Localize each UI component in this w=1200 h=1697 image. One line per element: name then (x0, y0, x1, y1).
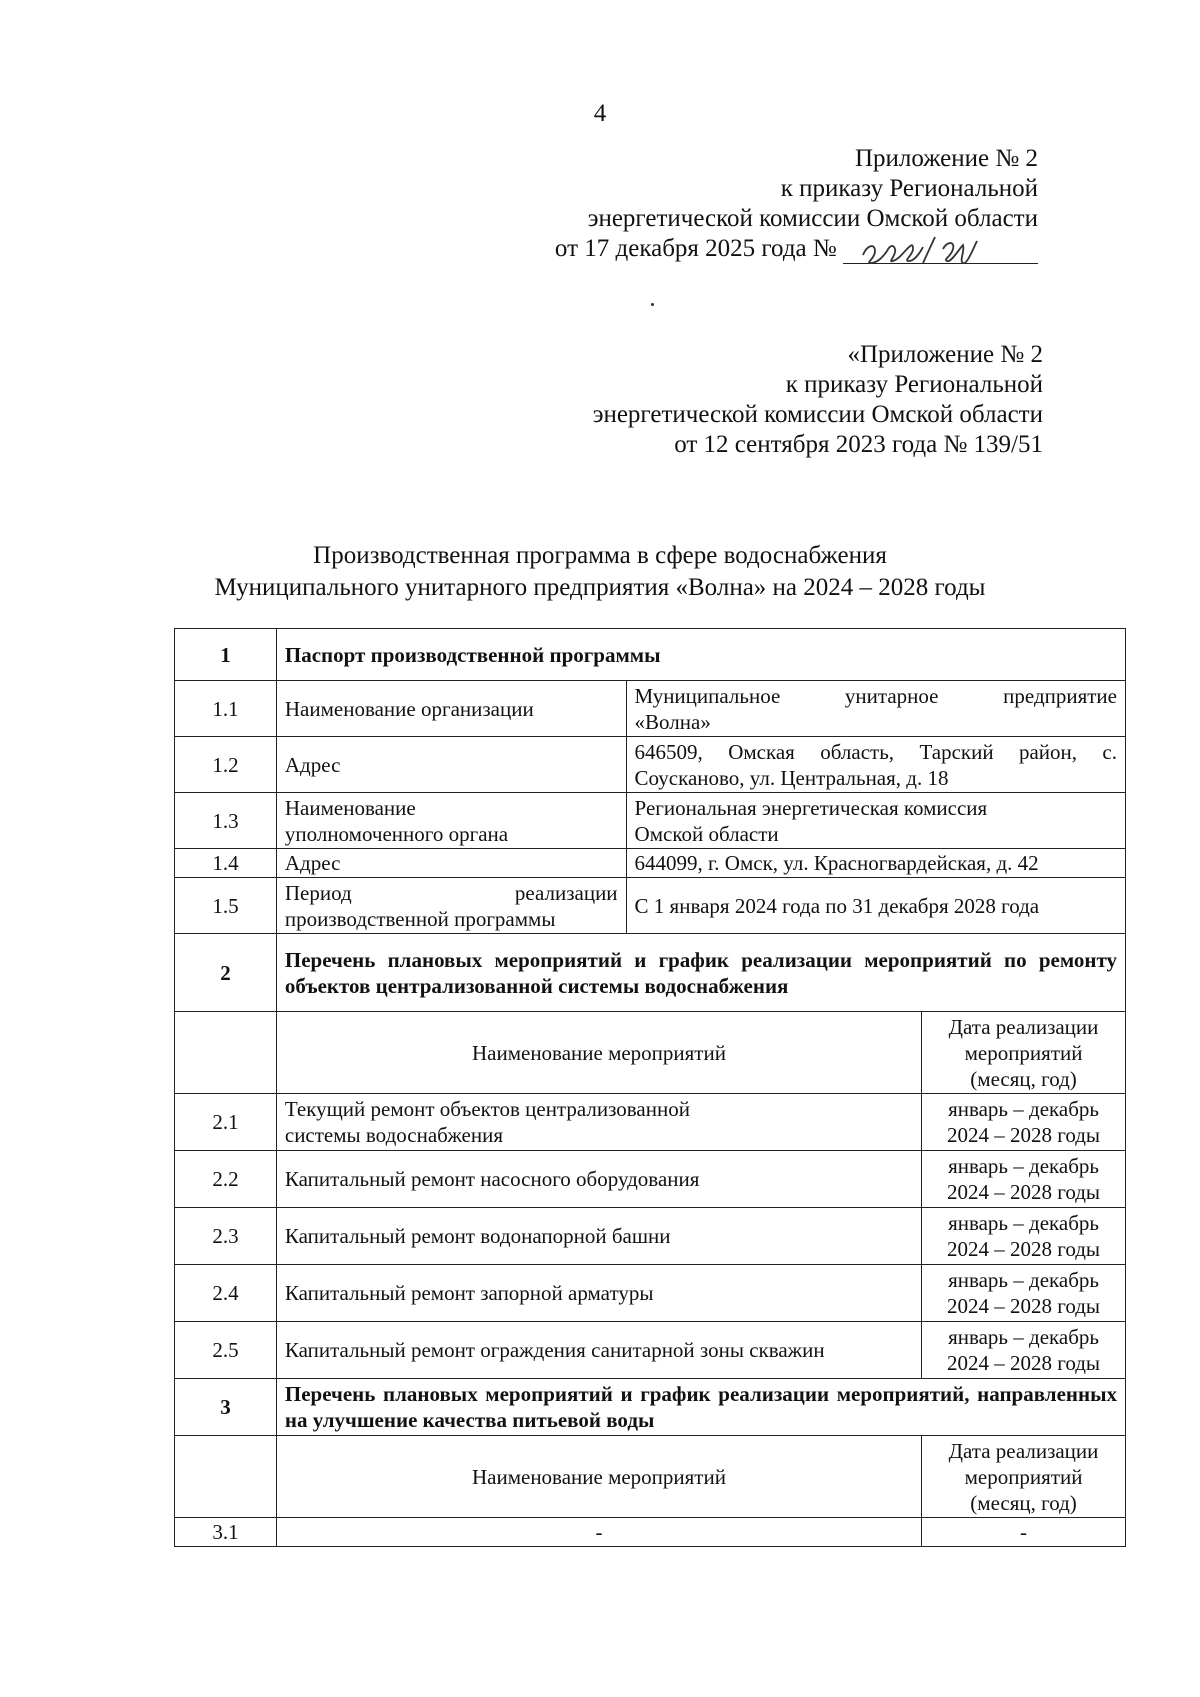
row-label (276, 878, 626, 934)
table-header-row (175, 1436, 1126, 1518)
row-label: Адрес (276, 737, 626, 793)
row-number: 1.3 (175, 793, 277, 849)
row-number: 3.1 (175, 1518, 277, 1547)
row-date (922, 1265, 1126, 1322)
row-date-line2: 2024 – 2028 годы (947, 1294, 1101, 1318)
row-number: 1.4 (175, 849, 277, 878)
row-number: 1.1 (175, 681, 277, 737)
row-number: 2.2 (175, 1151, 277, 1208)
table-row (175, 1518, 1126, 1547)
page-number: 4 (593, 100, 607, 127)
row-number: 2.3 (175, 1208, 277, 1265)
row-name: Капитальный ремонт водонапорной башни (276, 1208, 921, 1265)
row-value: С 1 января 2024 года по 31 декабря 2028 года (626, 878, 1125, 934)
row-date-line2: 2024 – 2028 годы (947, 1123, 1101, 1147)
appendix-original-line2: к приказу Региональной (785, 371, 1043, 398)
row-name (276, 1094, 921, 1151)
row-date-line1: январь – декабрь (948, 1211, 1099, 1235)
row-date-line1: январь – декабрь (948, 1154, 1099, 1178)
handwritten-number-signature (857, 233, 987, 267)
table-row (175, 793, 1126, 849)
appendix-original-line4: от 12 сентября 2023 года № 139/51 (674, 431, 1043, 458)
header-date-line3: (месяц, год) (970, 1066, 1077, 1091)
header-number-cell (175, 1012, 277, 1094)
row-label: Наименование организации (276, 681, 626, 737)
table-row (175, 629, 1126, 681)
row-label-line1: Период реализации (284, 880, 618, 905)
row-number: 1.2 (175, 737, 277, 793)
row-label-line2: уполномоченного органа (284, 821, 509, 846)
row-label-line2: производственной программы (284, 906, 556, 931)
row-name: - (276, 1518, 921, 1547)
order-date: от 17 декабря 2025 года № (554, 235, 837, 262)
row-date-line1: январь – декабрь (948, 1097, 1099, 1121)
table-row (175, 1151, 1126, 1208)
row-name: Капитальный ремонт насосного оборудования (276, 1151, 921, 1208)
row-value (626, 793, 1125, 849)
row-date (922, 1322, 1126, 1379)
row-value-line2: «Волна» (634, 709, 711, 734)
row-label (276, 793, 626, 849)
section-number: 2 (175, 934, 277, 1012)
row-date: - (922, 1518, 1126, 1547)
section-number: 1 (175, 629, 277, 681)
document-title-line2: Муниципального унитарного предприятия «Волна» на 2024 – 2028 годы (214, 574, 986, 601)
table-row (175, 1379, 1126, 1436)
table-header-row (175, 1012, 1126, 1094)
row-value (626, 681, 1125, 737)
appendix-current (555, 144, 1038, 264)
header-date-line1: Дата реализации (948, 1014, 1099, 1039)
header-date-line2: мероприятий (964, 1040, 1083, 1065)
row-value-line1: 646509, Омская область, Тарский район, с. (634, 739, 1117, 764)
header-date (922, 1012, 1126, 1094)
header-number-cell (175, 1436, 277, 1518)
table-row (175, 681, 1126, 737)
table-row (175, 1094, 1126, 1151)
appendix-original (593, 340, 1043, 460)
row-date (922, 1208, 1126, 1265)
row-label: Адрес (276, 849, 626, 878)
row-value-line2: Соусканово, ул. Центральная, д. 18 (634, 765, 949, 790)
section-heading: Перечень плановых мероприятий и график реализации мероприятий по ремонту объектов централизованной системы водоснабжения (276, 934, 1125, 1012)
row-date (922, 1151, 1126, 1208)
row-name: Капитальный ремонт запорной арматуры (276, 1265, 921, 1322)
row-date-line1: январь – декабрь (948, 1325, 1099, 1349)
header-date-line2: мероприятий (964, 1464, 1083, 1489)
table-row (175, 737, 1126, 793)
row-number: 2.1 (175, 1094, 277, 1151)
appendix-original-line3: энергетической комиссии Омской области (592, 401, 1043, 428)
appendix-current-line1: Приложение № 2 (854, 145, 1038, 172)
row-number: 1.5 (175, 878, 277, 934)
row-value-line2: Омской области (634, 821, 779, 846)
section-number: 3 (175, 1379, 277, 1436)
row-date-line1: январь – декабрь (948, 1268, 1099, 1292)
row-value: 644099, г. Омск, ул. Красногвардейская, д. 42 (626, 849, 1125, 878)
header-name: Наименование мероприятий (276, 1436, 921, 1518)
table-row (175, 1322, 1126, 1379)
stray-dot (651, 303, 654, 306)
row-name-line1: Текущий ремонт объектов централизованной (284, 1097, 690, 1121)
row-date (922, 1094, 1126, 1151)
handwritten-number-text: 222/91 (857, 233, 860, 234)
header-name: Наименование мероприятий (276, 1012, 921, 1094)
row-number: 2.5 (175, 1322, 277, 1379)
row-value (626, 737, 1125, 793)
table-row (175, 934, 1126, 1012)
row-label-line1: Наименование (284, 795, 416, 820)
order-number-field (843, 233, 1038, 264)
table-row (175, 849, 1126, 878)
table-row (175, 878, 1126, 934)
header-date-line1: Дата реализации (948, 1438, 1099, 1463)
row-date-line2: 2024 – 2028 годы (947, 1180, 1101, 1204)
appendix-current-line2: к приказу Региональной (780, 175, 1038, 202)
row-name: Капитальный ремонт ограждения санитарной зоны скважин (276, 1322, 921, 1379)
document-title (0, 540, 1200, 604)
section-heading: Перечень плановых мероприятий и график реализации мероприятий, направленных на улучшение качества питьевой воды (276, 1379, 1125, 1436)
appendix-current-line4 (555, 234, 1038, 264)
document-title-line1: Производственная программа в сфере водоснабжения (313, 542, 887, 569)
row-date-line2: 2024 – 2028 годы (947, 1237, 1101, 1261)
section-heading: Паспорт производственной программы (276, 629, 1125, 681)
row-date-line2: 2024 – 2028 годы (947, 1351, 1101, 1375)
appendix-original-line1: «Приложение № 2 (847, 341, 1043, 368)
table-row (175, 1208, 1126, 1265)
row-number: 2.4 (175, 1265, 277, 1322)
appendix-current-line3: энергетической комиссии Омской области (587, 205, 1038, 232)
production-program-table (174, 628, 1126, 1547)
row-value-line1: Региональная энергетическая комиссия (634, 795, 988, 820)
header-date-line3: (месяц, год) (970, 1490, 1077, 1515)
row-name-line2: системы водоснабжения (284, 1123, 504, 1147)
header-date (922, 1436, 1126, 1518)
row-value-line1: Муниципальное унитарное предприятие (634, 683, 1117, 708)
table-row (175, 1265, 1126, 1322)
